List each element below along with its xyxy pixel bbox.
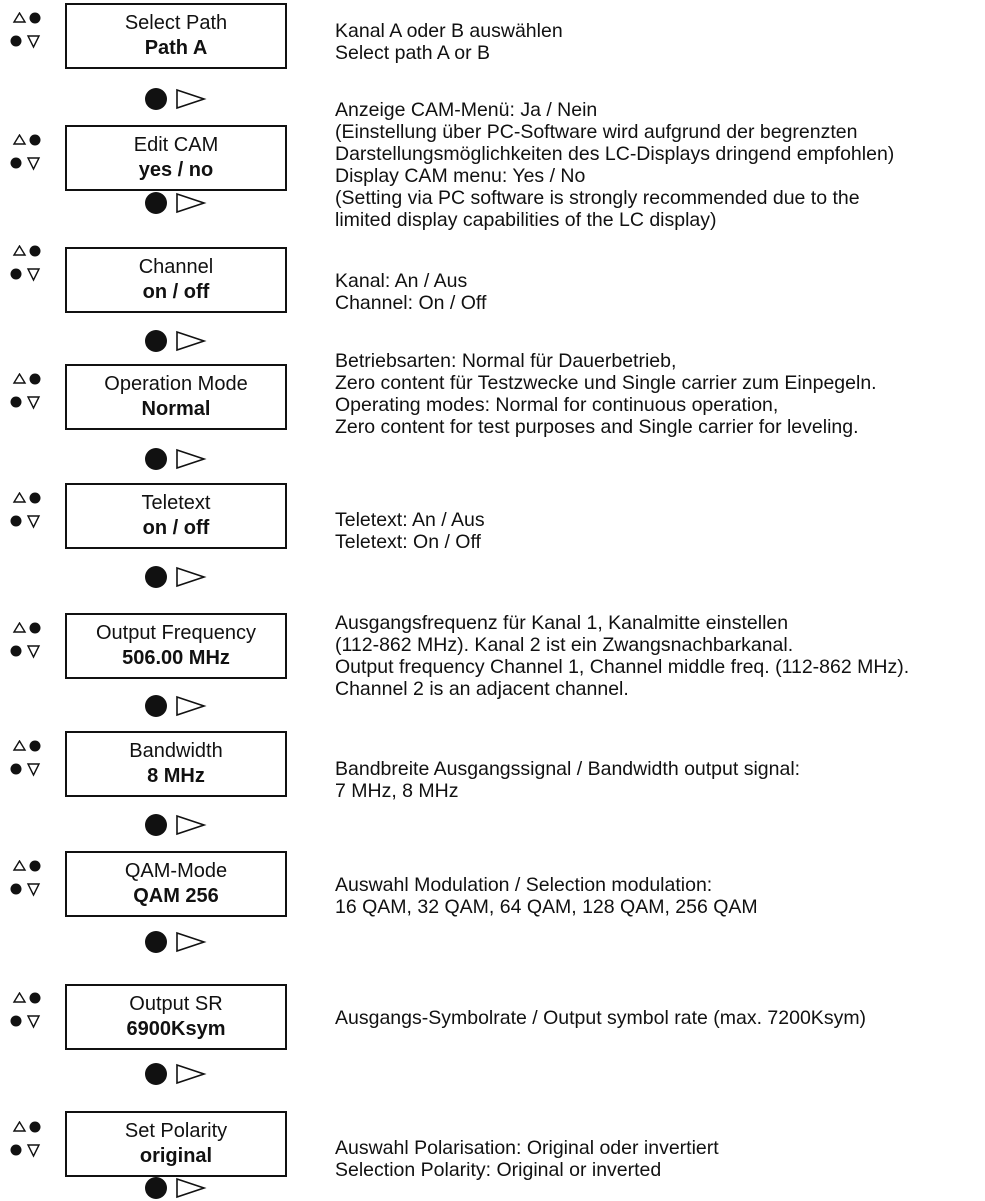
description-line: Auswahl Modulation / Selection modulation:: [335, 874, 713, 896]
description-operation-mode: [335, 350, 980, 438]
description-teletext: [335, 509, 980, 553]
description-line: Operating modes: Normal for continuous operation,: [335, 394, 779, 416]
description-line: Selection Polarity: Original or inverted: [335, 1159, 662, 1181]
description-line: Output frequency Channel 1, Channel middle freq. (112-862 MHz).: [335, 656, 910, 678]
lcd-display-teletext: [65, 483, 287, 549]
description-line: (Einstellung über PC-Software wird aufgrund der begrenzten: [335, 121, 858, 143]
description-line: Ausgangs-Symbolrate / Output symbol rate (max. 7200Ksym): [335, 1007, 867, 1029]
lcd-display-select-path: [65, 3, 287, 69]
description-qam-mode: [335, 874, 980, 918]
description-line: (Setting via PC software is strongly recommended due to the: [335, 187, 860, 209]
next-key-icon: [144, 564, 208, 590]
lcd-display-set-polarity: [65, 1111, 287, 1177]
lcd-title: Channel: [138, 256, 214, 278]
next-key-icon: [144, 86, 208, 112]
description-line: Kanal A oder B auswählen: [335, 20, 563, 42]
lcd-title: Set Polarity: [124, 1120, 228, 1142]
description-channel: [335, 270, 980, 314]
description-line: Channel 2 is an adjacent channel.: [335, 678, 629, 700]
description-line: Teletext: On / Off: [335, 531, 481, 553]
description-line: Darstellungsmöglichkeiten des LC-Displays dringend empfohlen): [335, 143, 895, 165]
next-key-icon: [144, 1061, 208, 1087]
lcd-title: Edit CAM: [133, 134, 219, 156]
lcd-display-output-sr: [65, 984, 287, 1050]
description-line: Channel: On / Off: [335, 292, 487, 314]
up-down-key-icon: [8, 134, 48, 178]
description-line: Betriebsarten: Normal für Dauerbetrieb,: [335, 350, 677, 372]
lcd-display-bandwidth: [65, 731, 287, 797]
lcd-value: Normal: [141, 398, 211, 420]
lcd-display-output-frequency: [65, 613, 287, 679]
lcd-title: Select Path: [124, 12, 228, 34]
lcd-value: 6900Ksym: [126, 1018, 226, 1040]
up-down-key-icon: [8, 373, 48, 417]
description-line: Ausgangsfrequenz für Kanal 1, Kanalmitte einstellen: [335, 612, 789, 634]
description-output-sr: [335, 1007, 980, 1029]
lcd-title: QAM-Mode: [124, 860, 228, 882]
description-line: Select path A or B: [335, 42, 491, 64]
lcd-display-qam-mode: [65, 851, 287, 917]
up-down-key-icon: [8, 12, 48, 56]
next-key-icon: [144, 1175, 208, 1201]
lcd-value: 8 MHz: [147, 765, 205, 787]
description-line: Zero content für Testzwecke und Single carrier zum Einpegeln.: [335, 372, 877, 394]
description-line: 7 MHz, 8 MHz: [335, 780, 459, 802]
description-line: Auswahl Polarisation: Original oder invertiert: [335, 1137, 719, 1159]
description-line: limited display capabilities of the LC display): [335, 209, 717, 231]
next-key-icon: [144, 446, 208, 472]
lcd-value: QAM 256: [133, 885, 219, 907]
lcd-title: Operation Mode: [104, 373, 248, 395]
description-line: (112-862 MHz). Kanal 2 ist ein Zwangsnachbarkanal.: [335, 634, 794, 656]
lcd-title: Bandwidth: [129, 740, 223, 762]
lcd-value: original: [139, 1145, 213, 1167]
lcd-value: on / off: [142, 281, 210, 303]
lcd-title: Output Frequency: [95, 622, 257, 644]
lcd-title: Output SR: [129, 993, 223, 1015]
up-down-key-icon: [8, 622, 48, 666]
lcd-value: Path A: [144, 37, 208, 59]
up-down-key-icon: [8, 245, 48, 289]
description-line: Kanal: An / Aus: [335, 270, 468, 292]
up-down-key-icon: [8, 992, 48, 1036]
lcd-display-channel: [65, 247, 287, 313]
next-key-icon: [144, 693, 208, 719]
description-bandwidth: [335, 758, 980, 802]
up-down-key-icon: [8, 740, 48, 784]
description-edit-cam: [335, 99, 980, 231]
description-output-frequency: [335, 612, 980, 700]
lcd-display-edit-cam: [65, 125, 287, 191]
next-key-icon: [144, 328, 208, 354]
description-line: Bandbreite Ausgangssignal / Bandwidth output signal:: [335, 758, 801, 780]
next-key-icon: [144, 190, 208, 216]
lcd-display-operation-mode: [65, 364, 287, 430]
next-key-icon: [144, 812, 208, 838]
description-line: Zero content for test purposes and Single carrier for leveling.: [335, 416, 859, 438]
description-line: Anzeige CAM-Menü: Ja / Nein: [335, 99, 598, 121]
lcd-value: 506.00 MHz: [122, 647, 230, 669]
up-down-key-icon: [8, 1121, 48, 1165]
lcd-value: on / off: [142, 517, 210, 539]
description-line: 16 QAM, 32 QAM, 64 QAM, 128 QAM, 256 QAM: [335, 896, 758, 918]
up-down-key-icon: [8, 860, 48, 904]
lcd-title: Teletext: [141, 492, 211, 514]
next-key-icon: [144, 929, 208, 955]
description-line: Display CAM menu: Yes / No: [335, 165, 586, 187]
lcd-value: yes / no: [138, 159, 214, 181]
description-select-path: [335, 20, 980, 64]
description-set-polarity: [335, 1137, 980, 1181]
description-line: Teletext: An / Aus: [335, 509, 485, 531]
up-down-key-icon: [8, 492, 48, 536]
